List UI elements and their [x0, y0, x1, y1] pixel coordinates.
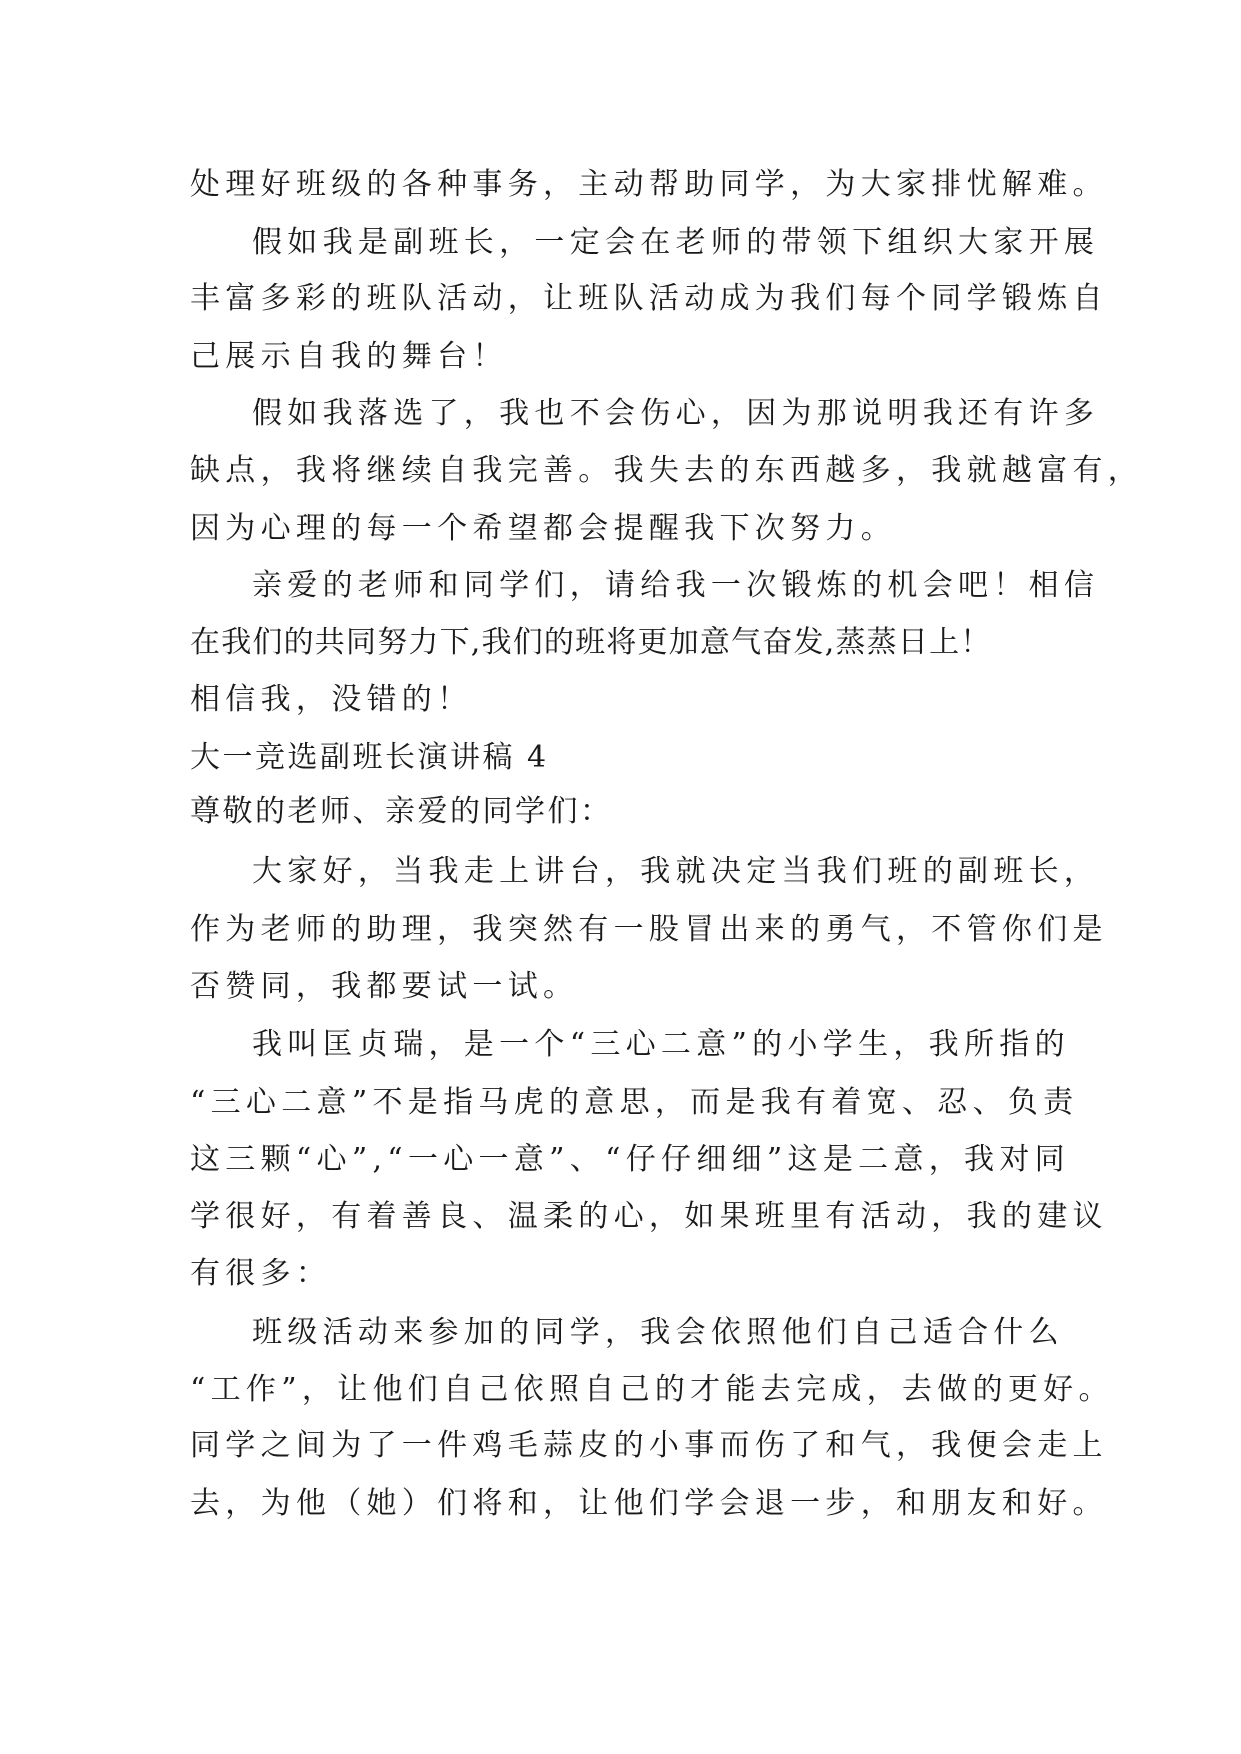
text-line: “三心二意”不是指马虎的意思，而是我有着宽、忍、负责	[190, 1085, 1079, 1120]
text-line: 处理好班级的各种事务，主动帮助同学，为大家排忧解难。	[190, 167, 1108, 202]
salutation-line: 尊敬的老师、亲爱的同学们：	[190, 794, 613, 829]
text-line: 这三颗“心”,“一心一意”、“仔仔细细”这是二意，我对同	[190, 1142, 1070, 1177]
text-line: 去，为他（她）们将和，让他们学会退一步，和朋友和好。	[190, 1486, 1108, 1521]
text-line: 有很多：	[190, 1256, 332, 1291]
text-line: 因为心理的每一个希望都会提醒我下次努力。	[190, 511, 896, 546]
text-line: 否赞同，我都要试一试。	[190, 969, 579, 1004]
text-line: 在我们的共同努力下,我们的班将更加意气奋发,蒸蒸日上！	[190, 625, 992, 660]
paragraph-start-line: 大家好，当我走上讲台，我就决定当我们班的副班长，	[252, 854, 1100, 889]
paragraph-start-line: 我叫匡贞瑞，是一个“三心二意”的小学生，我所指的	[252, 1027, 1070, 1062]
paragraph-start-line: 假如我落选了，我也不会伤心，因为那说明我还有许多	[252, 396, 1100, 431]
text-line: 学很好，有着善良、温柔的心，如果班里有活动，我的建议	[190, 1199, 1108, 1234]
paragraph-start-line: 亲爱的老师和同学们，请给我一次锻炼的机会吧！相信	[252, 568, 1100, 603]
section-heading: 大一竞选副班长演讲稿 4	[190, 740, 549, 775]
text-line: 己展示自我的舞台！	[190, 339, 508, 374]
paragraph-start-line: 假如我是副班长，一定会在老师的带领下组织大家开展	[252, 225, 1100, 260]
text-line: “工作”，让他们自己依照自己的才能去完成，去做的更好。	[190, 1372, 1114, 1407]
text-line: 丰富多彩的班队活动，让班队活动成为我们每个同学锻炼自	[190, 281, 1108, 316]
text-line: 相信我，没错的！	[190, 682, 473, 717]
paragraph-start-line: 班级活动来参加的同学，我会依照他们自己适合什么	[252, 1315, 1064, 1350]
text-line: 缺点，我将继续自我完善。我失去的东西越多，我就越富有，	[190, 453, 1144, 488]
text-line: 同学之间为了一件鸡毛蒜皮的小事而伤了和气，我便会走上	[190, 1428, 1108, 1463]
text-line: 作为老师的助理，我突然有一股冒出来的勇气，不管你们是	[190, 912, 1108, 947]
